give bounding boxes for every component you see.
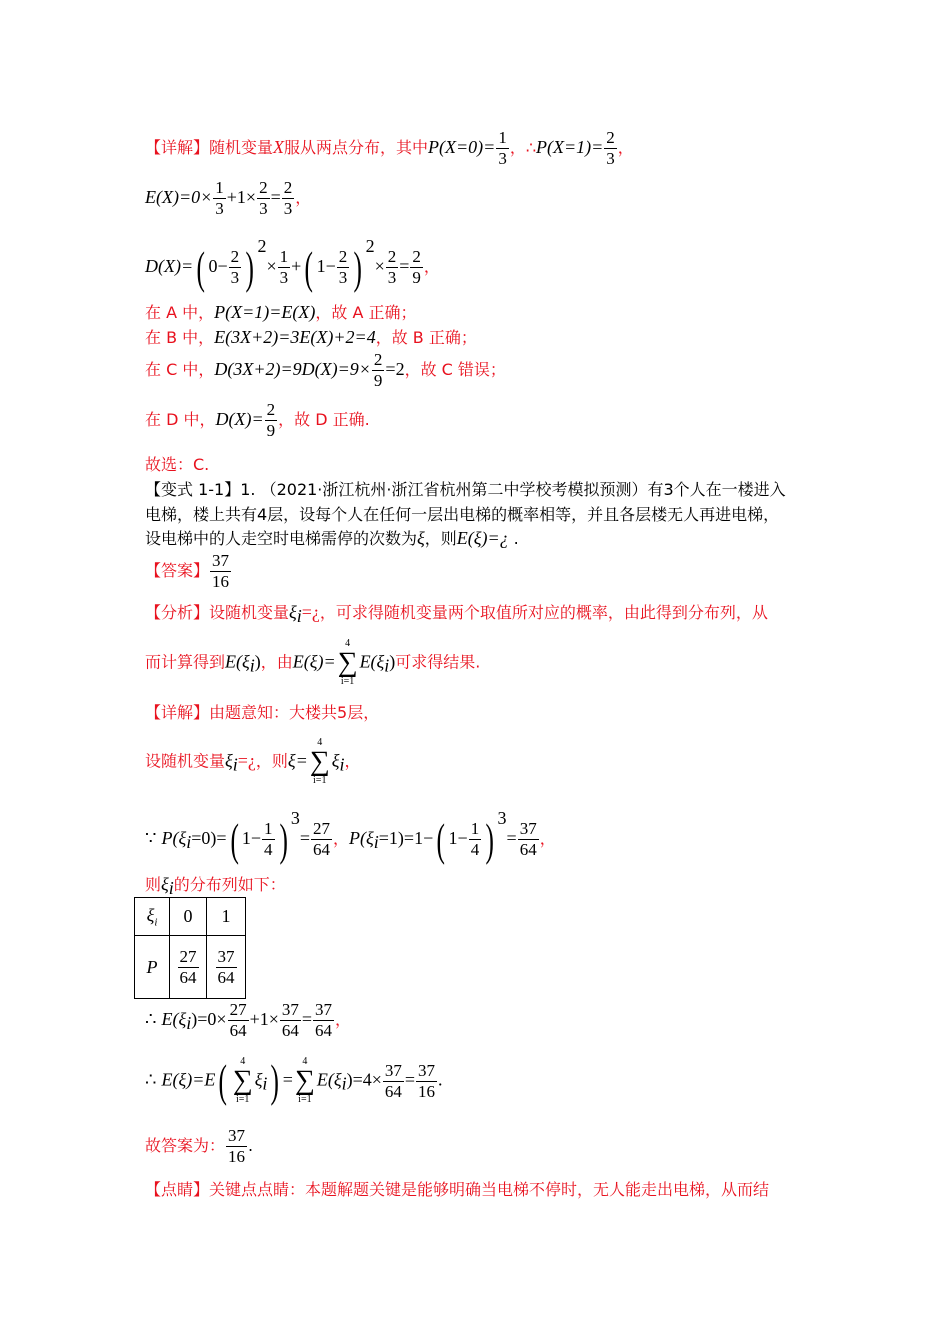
final-answer-line: 故答案为： $\frac{37}{16}$ . [145,1126,254,1166]
table-cell: $\xi_i$ [135,898,170,936]
fraction: $\frac{37}{64}$ [384,1060,402,1101]
fraction: $\frac{1}{3}$ [498,128,507,168]
table-cell: P [135,936,170,999]
fraction: $\frac{37}{16}$ [212,551,230,591]
distribution-table [134,897,246,999]
answer-label: 【答案】 [145,561,210,580]
detail2-line-1: 【详解】由题意知：大楼共5层， [145,703,380,722]
fraction: $\frac{2}{3}$ [606,128,615,168]
analysis-line-1: 【分析】设随机变量$\xi_i=¿$，可求得随机变量两个取值所对应的概率，由此得到分布列，从 [145,602,768,627]
fraction: $\frac{27}{64}$ [313,819,331,859]
table-cell: 0 [170,898,207,936]
remark-label: 【点睛】 [145,1180,210,1199]
choice-line: 故选：C. [145,455,210,474]
expectation-line: E(X)=0× $\frac{1}{3}$ +1× $\frac{2}{3}$ = $\frac{2}{3}$ ， [145,178,312,218]
variant-line-1: 【变式 1-1】1. （2021·浙江杭州·浙江省杭州第二中学校考模拟预测）有3个人在一楼进入 [145,480,786,499]
expectation-xi-line: ∴ $E(\xi_i)=0\times$ $\frac{27}{64}$ +1× $\frac{37}{64}$ = $\frac{37}{64}$ ， [145,1000,352,1040]
expectation-total-line: ∴ E(ξ)=E( 4 ∑ i=1 $\xi_i$) = 4 ∑ i=1 $E(\xi_i)=4\times$ $\frac{37}{64}$ = $\frac{37}{16}$ . [145,1055,443,1106]
fraction: $\frac{2}{9}$ [412,247,421,287]
fraction: $\frac{1}{4}$ [264,819,273,859]
table-cell: $\frac{27}{64}$ [170,936,207,999]
fraction: $\frac{37}{64}$ [281,1000,299,1040]
option-c-line: 在 C 中，D(3X+2)=9D(X)=9× $\frac{2}{9}$ =2，故 C 错误； [145,350,506,390]
detail-label: 【详解】 [145,703,210,722]
variance-line: D(X)=( 0− $\frac{2}{3}$ ) $^2$× $\frac{1}{3}$ +( 1− $\frac{2}{3}$ ) $^2$× $\frac{2}{3}$ = $\frac{2}{9}$ ， [145,236,440,293]
summation: 4 ∑ i=1 [294,1056,315,1105]
fraction: $\frac{37}{16}$ [418,1060,436,1101]
table-row [135,898,246,936]
variant-label: 【变式 1-1】 [145,480,241,499]
variant-line-3: 设电梯中的人走空时电梯需停的次数为ξ，则E(ξ)=¿ . [145,528,519,548]
variant-line-2: 电梯，楼上共有4层，设每个人在任何一层出电梯的概率相等，并且各层楼无人再进电梯， [145,505,780,524]
option-b-line: 在 B 中，E(3X+2)=3E(X)+2=4，故 B 正确； [145,327,477,347]
fraction: $\frac{2}{9}$ [266,400,276,440]
summation: 4 ∑ i=1 [309,737,330,786]
summation: 4 ∑ i=1 [232,1056,253,1105]
answer-line [145,551,232,592]
fraction: $\frac{37}{16}$ [228,1126,246,1166]
fraction: $\frac{2}{3}$ [230,247,240,287]
fraction: $\frac{27}{64}$ [229,1000,247,1040]
table-cell: $\frac{37}{64}$ [207,936,246,999]
fraction: $\frac{2}{9}$ [373,350,383,390]
fraction: $\frac{1}{4}$ [470,819,480,859]
detail2-line-2: 设随机变量$\xi_i=¿$，则ξ= 4 ∑ i=1 $\xi_i$， [145,737,361,786]
table-row [135,936,246,999]
fraction: $\frac{2}{3}$ [283,178,293,218]
fraction: $\frac{1}{3}$ [215,178,224,218]
fraction: $\frac{2}{3}$ [259,178,268,218]
detail1-line: 【详解】随机变量X服从两点分布，其中P(X=0)= $\frac{1}{3}$ ，∴P(X=1)= $\frac{2}{3}$ ， [145,128,634,168]
summation: 4 ∑ i=1 [337,638,358,687]
fraction: $\frac{1}{3}$ [279,247,289,287]
fraction: $\frac{37}{64}$ [519,819,537,859]
fraction: $\frac{37}{64}$ [315,1000,333,1040]
table-cell: 1 [207,898,246,936]
remark-line: 【点睛】关键点点睛：本题解题关键是能够明确当电梯不停时，无人能走出电梯，从而结 [145,1180,770,1199]
option-d-line: 在 D 中，D(X)= $\frac{2}{9}$ ，故 D 正确. [145,400,370,440]
option-a-line: 在 A 中，P(X=1)=E(X)，故 A 正确； [145,302,417,322]
detail-label: 【详解】 [145,138,210,157]
fraction: $\frac{2}{3}$ [338,247,348,287]
distribution-intro: 则$\xi_i$的分布列如下： [145,874,286,899]
analysis-label: 【分析】 [145,603,210,622]
probability-line: ∵ $P(\xi_i=0)=$( 1− $\frac{1}{4}$ ) $^3$= $\frac{27}{64}$ ，$P(\xi_i=1)=1-$( 1− $\frac{1}{4}$ ) $^3$= $\frac{37}{64}$ ， [145,808,556,865]
analysis-line-2: 而计算得到$E(\xi_i)$，由E(ξ)= 4 ∑ i=1 $E(\xi_i)$可求得结果. [145,638,481,687]
fraction: $\frac{2}{3}$ [387,247,397,287]
